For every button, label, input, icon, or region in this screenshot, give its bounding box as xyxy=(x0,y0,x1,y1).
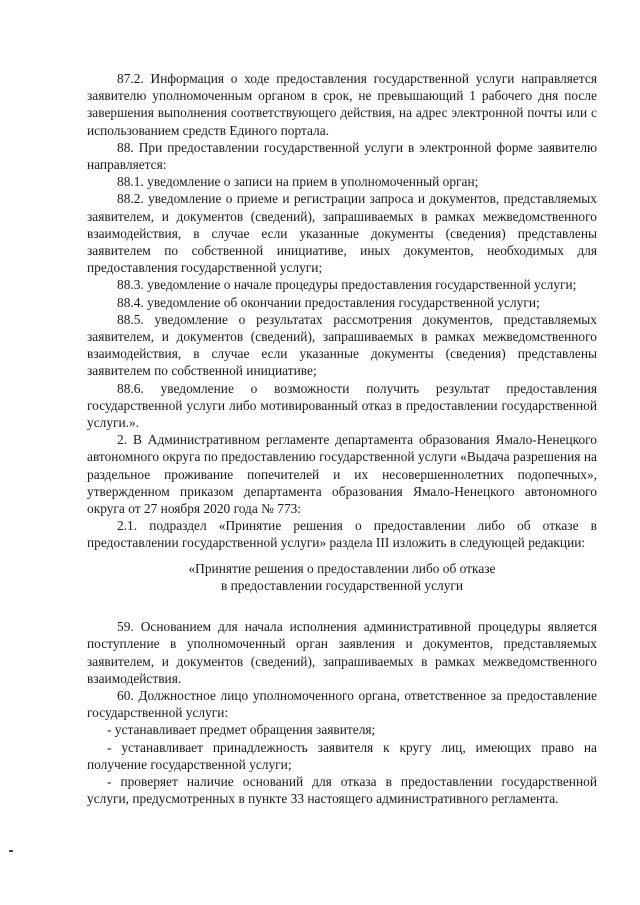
paragraph-59: 59. Основанием для начала исполнения административной процедуры является поступление в уполномоченный орган заявления и документов, представляемых заявителем, и документов (сведений), запрашиваемых в рамках межведомственного взаимодействия. xyxy=(87,619,597,686)
paragraph-88-4: 88.4. уведомление об окончании предоставления государственной услуги; xyxy=(117,294,540,310)
list-item: - устанавливает предмет обращения заявителя; xyxy=(107,722,376,738)
list-item: - проверяет наличие оснований для отказа в предоставлении государственной услуги, предусмотренных в пункте 33 настоящего административного регламента. xyxy=(87,773,597,807)
paragraph-88-3: 88.3. уведомление о начале процедуры предоставления государственной услуги; xyxy=(117,277,577,293)
scan-mark xyxy=(9,850,13,852)
section-heading-line-2: в предоставлении государственной услуги xyxy=(220,577,464,593)
paragraph-88-2: 88.2. уведомление о приеме и регистрации запроса и документов, представляемых заявителем, и документов (сведений), запрашиваемых в рамках межведомственного взаимодействия, в случае если указанные документы (сведения) представлены заявителем по собственной инициативе, иных документов, необходимых для предоставления государственной услуги; xyxy=(87,191,597,276)
section-heading xyxy=(87,560,597,594)
section-heading-line-1: «Принятие решения о предоставлении либо об отказе xyxy=(188,560,496,576)
paragraph-88-1: 88.1. уведомление о записи на прием в уполномоченный орган; xyxy=(117,174,479,190)
paragraph-2-1: 2.1. подраздел «Принятие решения о предоставлении либо об отказе в предоставлении государственной услуги» раздела III изложить в следующей редакции: xyxy=(87,518,597,551)
paragraph-88: 88. При предоставлении государственной услуги в электронной форме заявителю направляется: xyxy=(87,139,597,173)
paragraph-87-2: 87.2. Информация о ходе предоставления государственной услуги направляется заявителю уполномоченным органом в срок, не превышающий 1 рабочего дня после завершения выполнения соответствующего действия, на адрес электронной почты или с использованием средств Единого портала. xyxy=(87,71,597,138)
paragraph-2: 2. В Административном регламенте департамента образования Ямало-Ненецкого автономного округа по предоставлению государственной услуги «Выдача разрешения на раздельное проживание попечителей и их несовершеннолетних подопечных», утвержденном приказом департамента образования Ямало-Ненецкого автономного округа от 27 ноября 2020 года № 773: xyxy=(87,432,597,517)
paragraph-88-6: 88.6. уведомление о возможности получить результат предоставления государственной услуги либо мотивированный отказ в предоставлении государственной услуги.». xyxy=(87,380,597,431)
paragraph-60: 60. Должностное лицо уполномоченного органа, ответственное за предоставление государственной услуги: xyxy=(87,687,597,721)
paragraph-88-5: 88.5. уведомление о результатах рассмотрения документов, представляемых заявителем, и документов (сведений), запрашиваемых в рамках межведомственного взаимодействия, в случае если указанные документы (сведения) представлены заявителем по собственной инициативе; xyxy=(87,311,597,379)
document-body xyxy=(87,70,597,807)
list-item: - устанавливает принадлежность заявителя к кругу лиц, имеющих право на получение государственной услуги; xyxy=(87,739,597,772)
